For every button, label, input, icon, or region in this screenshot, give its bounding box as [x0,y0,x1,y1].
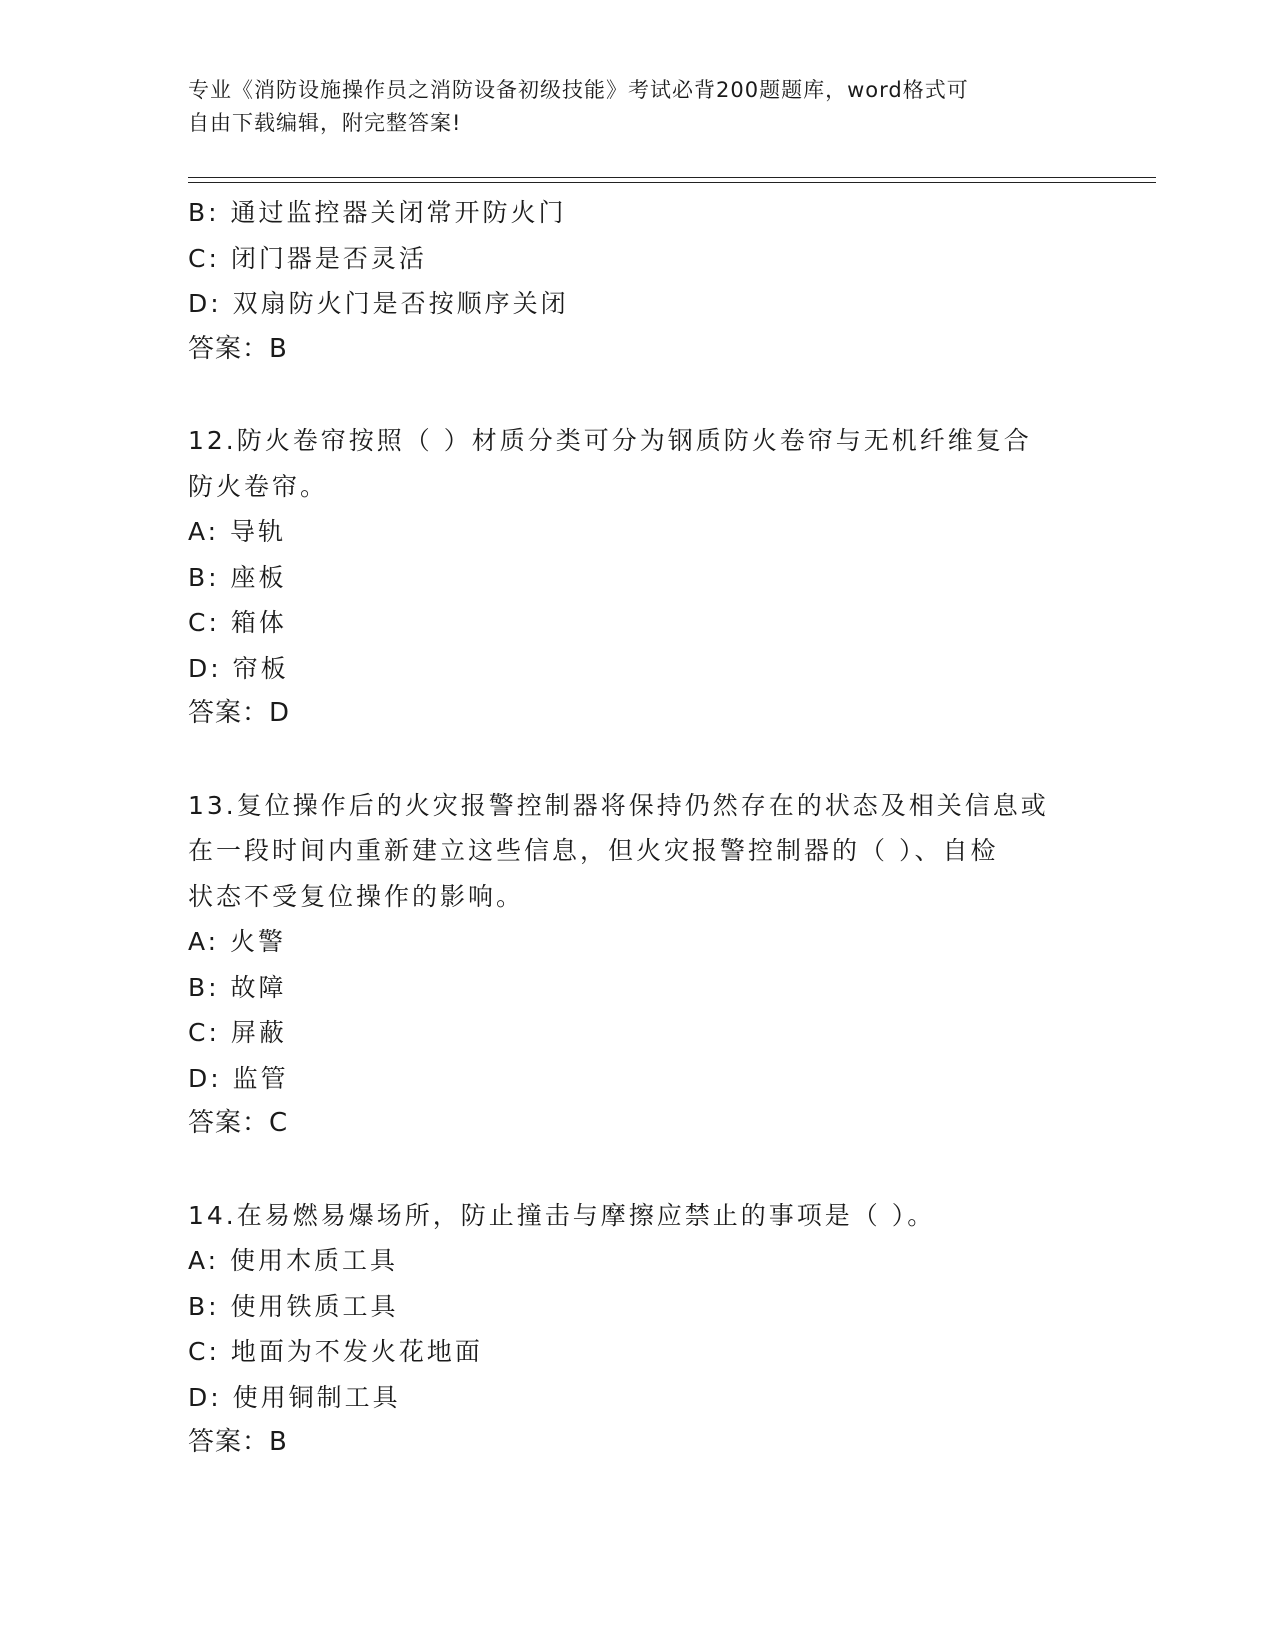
option-d: D: 双扇防火门是否按顺序关闭 [188,289,569,318]
option-a: A: 导轨 [188,517,287,546]
option-b: B: 通过监控器关闭常开防火门 [188,198,567,227]
option-b: B: 故障 [188,972,287,1002]
question-13 [188,783,1088,1147]
question-11-tail [188,190,1088,372]
option-b: B: 座板 [188,562,287,592]
question-text-cont: 状态不受复位操作的影响。 [188,881,525,911]
answer: 答案：B [188,1427,288,1457]
option-d: D: 使用铜制工具 [188,1382,401,1412]
header-line-2: 自由下载编辑，附完整答案! [188,111,462,135]
document-header [188,74,1068,140]
option-d: D: 监管 [188,1063,289,1093]
option-c: C: 屏蔽 [188,1018,287,1047]
option-d: D: 帘板 [188,653,289,683]
option-c: C: 地面为不发火花地面 [188,1337,483,1366]
answer: 答案：C [188,1108,289,1138]
question-12 [188,418,1088,737]
document-body [188,190,1088,1466]
question-text-cont: 在一段时间内重新建立这些信息，但火灾报警控制器的（ ）、自检 [188,836,999,865]
header-divider-bottom [188,182,1156,183]
question-text-cont: 防火卷帘。 [188,471,329,501]
question-text: 13.复位操作后的火灾报警控制器将保持仍然存在的状态及相关信息或 [188,790,1049,820]
answer: 答案：D [188,698,291,728]
spacer [188,372,1088,418]
question-text: 12.防火卷帘按照（ ）材质分类可分为钢质防火卷帘与无机纤维复合 [188,426,1032,455]
option-b: B: 使用铁质工具 [188,1291,399,1321]
header-divider-top [188,177,1156,178]
option-a: A: 火警 [188,927,287,956]
option-c: C: 箱体 [188,608,287,637]
option-c: C: 闭门器是否灵活 [188,243,427,273]
question-14 [188,1193,1088,1466]
header-line-1: 专业《消防设施操作员之消防设备初级技能》考试必背200题题库，word格式可 [188,78,969,102]
spacer [188,1147,1088,1193]
spacer [188,737,1088,783]
answer: 答案：B [188,333,288,364]
question-text: 14.在易燃易爆场所，防止撞击与摩擦应禁止的事项是（ ）。 [188,1200,936,1230]
option-a: A: 使用木质工具 [188,1246,399,1275]
